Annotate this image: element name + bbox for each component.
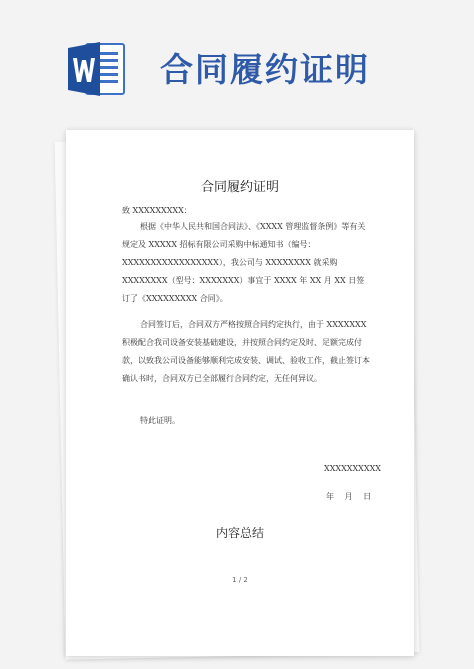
closing-line: 特此证明。 <box>140 416 180 425</box>
summary-heading: 内容总结 <box>215 526 264 540</box>
party-name: XXXXXXXXXX <box>324 464 381 473</box>
salutation: 致 XXXXXXXXX： <box>122 206 192 215</box>
paragraph-2: 合同签订后，合同双方严格按照合同约定执行，由于 XXXXXXX 积极配合我司设备安装基础建设，并按照合同约定及时、足额完成付款，以致我公司设备能够顺利完成安装、调试、验收工作，截止签订本确认书时，合同双方已全部履行合同约定，无任何异议。 <box>122 320 370 383</box>
document-title: 合同履约证明 <box>200 180 279 195</box>
header-title: 合同履约证明 <box>160 50 370 89</box>
preview-header <box>0 0 474 130</box>
page-number: 1 / 2 <box>232 576 248 584</box>
document-page <box>66 130 414 656</box>
paragraph-1: 根据《中华人民共和国合同法》、《XXXX 管理监督条例》等有关规定及 XXXXX 招标有限公司采购中标通知书（编号：XXXXXXXXXXXXXXXXX），我公司与 XXXXXXXX 就采购 XXXXXXXX（型号：XXXXXXX）事宜于 XXXX 年 XX 月 XX 日签订了《XXXXXXXXX 合同》。 <box>122 222 366 303</box>
date-line: 年 月 日 <box>326 492 372 501</box>
word-icon <box>66 38 128 100</box>
